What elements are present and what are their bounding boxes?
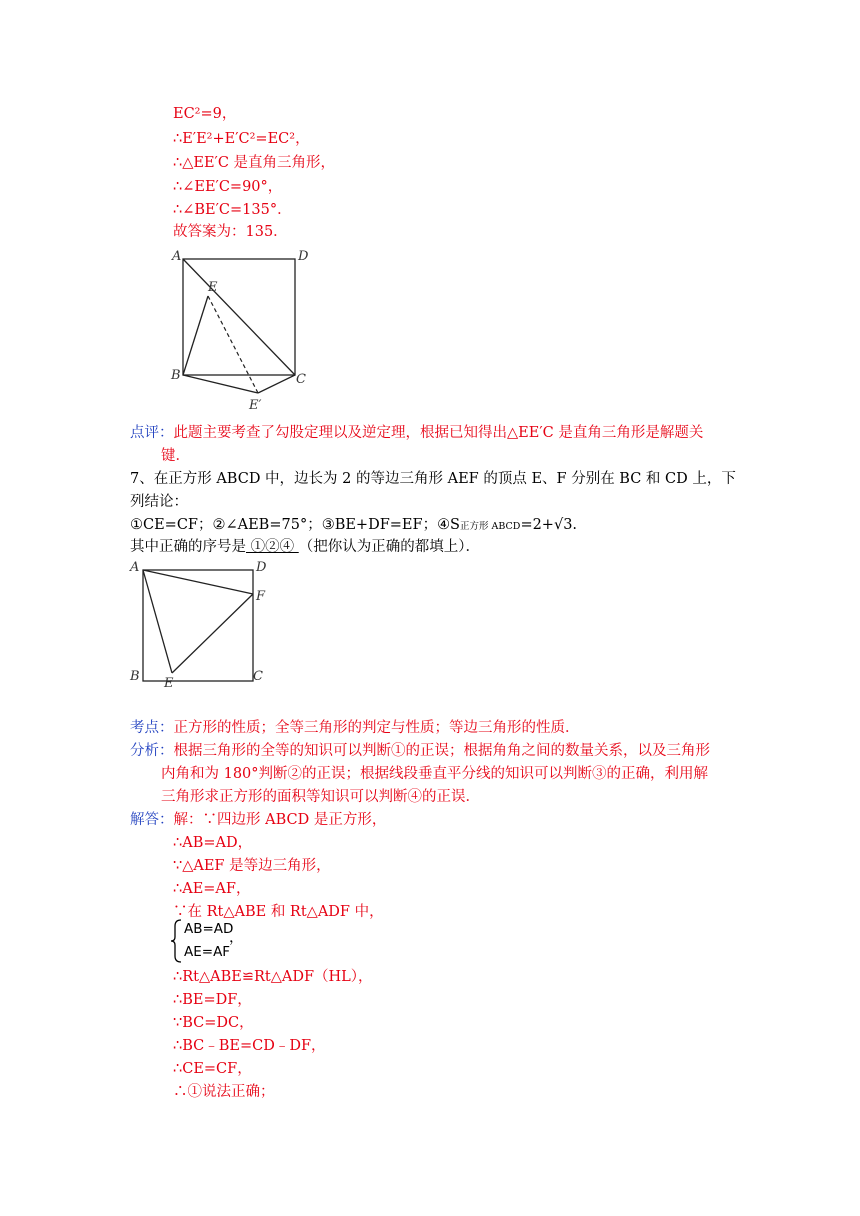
solution-line: ∴△EE′C 是直角三角形， [173,155,336,171]
solution-step: ∴BE=DF， [173,992,252,1008]
figure-label: C [253,669,263,684]
solution-step: ∴Rt△ABE≌Rt△ADF（HL）， [173,969,373,985]
solution-step: ∴AB=AD， [173,835,253,851]
comment-line: 键． [161,448,190,464]
figure-label: B [171,368,181,383]
solution-step: ∴BC﹣BE=CD﹣DF， [173,1038,326,1054]
solution-step: ∵在 Rt△ABE 和 Rt△ADF 中， [173,904,384,920]
solution-line: EC²=9， [173,106,237,122]
problem-line: 列结论： [130,494,188,510]
figure-label: E′ [249,398,262,413]
figure-label: D [298,249,309,264]
figure-label: F [256,589,266,604]
comment-line: 点评：此题主要考查了勾股定理以及逆定理，根据已知得出△EE′C 是直角三角形是解题关 [130,425,704,441]
figure-label: E [164,676,174,691]
fenxi-line: 内角和为 180°判断②的正误；根据线段垂直平分线的知识可以判断③的正确，利用解 [161,766,709,782]
figure-label: A [130,560,140,575]
figure-square-triangle [126,556,276,691]
fenxi-line: 分析：根据三角形的全等的知识可以判断①的正误；根据角角之间的数量关系，以及三角形 [130,743,710,759]
solution-line: ∴E′E²+E′C²=EC²， [173,131,310,147]
figure-square-rotation [168,245,318,415]
problem-line: 7、在正方形 ABCD 中，边长为 2 的等边三角形 AEF 的顶点 E、F 分别在 BC 和 CD 上，下 [130,471,736,487]
figure-label: B [130,669,140,684]
solution-step: ∴CE=CF， [173,1061,252,1077]
equation-comma: ， [229,930,244,946]
fenxi-line: 三角形求正方形的面积等知识可以判断④的正误． [161,789,480,805]
solution-step: ∵△AEF 是等边三角形， [173,858,331,874]
equation-line: AE=AF [184,944,231,960]
problem-statements: ①CE=CF；②∠AEB=75°；③BE+DF=EF；④S正方形 ABCD=2+√3. [130,517,578,533]
solution-step: ∵BC=DC， [173,1015,254,1031]
solution-step: ∴AE=AF， [173,881,251,897]
figure-label: A [172,249,182,264]
figure-label: D [256,560,267,575]
equation-line: AB=AD [184,921,234,937]
kaodian-line: 考点：正方形的性质；全等三角形的判定与性质；等边三角形的性质． [130,720,580,736]
jieda-line: 解答：解：∵四边形 ABCD 是正方形， [130,812,387,828]
solution-line: 故答案为：135． [173,224,288,240]
solution-line: ∴∠BE′C=135°． [173,202,292,218]
solution-step: ∴①说法正确； [173,1084,275,1100]
answer-blank: ①②④ [246,539,299,555]
brace-icon [170,918,184,964]
figure-label: E [208,280,218,295]
problem-answer-line: 其中正确的序号是 ①②④ （把你认为正确的都填上）． [130,539,480,555]
figure-label: C [296,372,306,387]
solution-line: ∴∠EE′C=90°， [173,179,283,195]
